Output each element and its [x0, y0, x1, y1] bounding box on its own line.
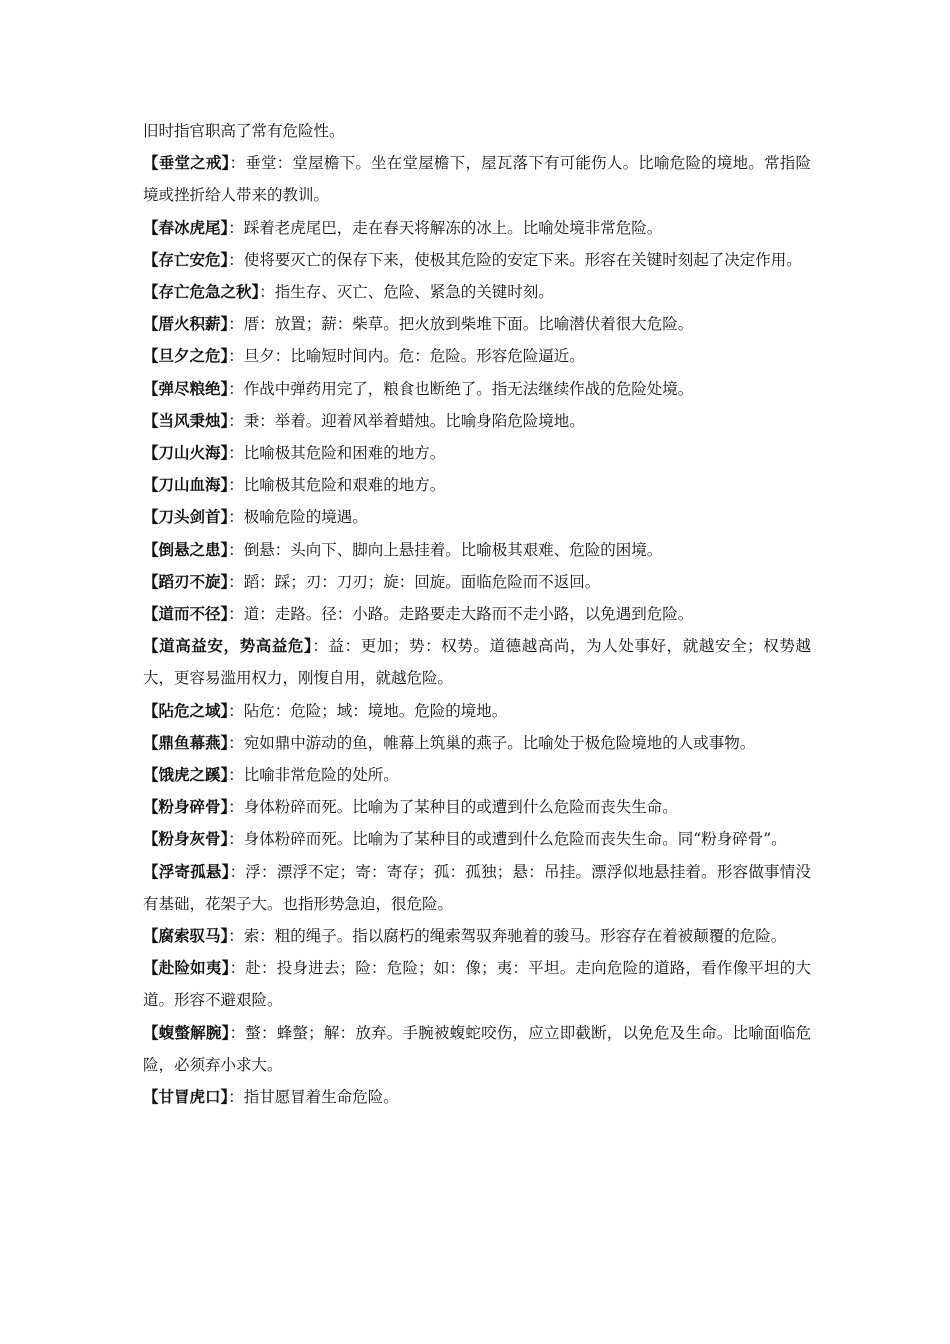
idiom-definition: ：赴：投身进去；险：危险；如：像；夷：平坦。走向危险的道路，看作像平坦的大道。形容不避艰险。 [143, 959, 811, 1010]
idiom-headword: 【饿虎之蹊】 [143, 765, 229, 785]
idiom-headword: 【阽危之域】 [143, 700, 229, 720]
idiom-definition: ：宛如鼎中游动的鱼，帷幕上筑巢的燕子。比喻处于极危险境地的人或事物。 [228, 733, 756, 752]
idiom-entry [143, 598, 811, 630]
idiom-entry [143, 437, 811, 469]
idiom-definition: ：倒悬：头向下、脚向上悬挂着。比喻极其艰难、危险的困境。 [228, 540, 663, 559]
document-body [143, 115, 811, 1113]
idiom-definition: ：指甘愿冒着生命危险。 [228, 1088, 399, 1107]
idiom-headword: 【刀头剑首】 [143, 507, 229, 527]
idiom-headword: 【蹈刃不旋】 [143, 571, 229, 591]
idiom-headword: 【厝火积薪】 [143, 314, 229, 334]
idiom-definition: ：旦夕：比喻短时间内。危：危险。形容危险逼近。 [228, 347, 585, 366]
idiom-entry [143, 534, 811, 566]
idiom-definition: ：厝：放置；薪：柴草。把火放到柴堆下面。比喻潜伏着很大危险。 [228, 315, 694, 334]
lead-text-content: 旧时指官职高了常有危险性。 [143, 122, 345, 140]
idiom-headword: 【存亡安危】 [143, 249, 229, 269]
idiom-definition: ：阽危：危险；域：境地。危险的境地。 [228, 701, 508, 720]
idiom-headword: 【蝮螫解腕】 [143, 1022, 230, 1042]
idiom-entry [143, 791, 811, 823]
lead-text [143, 115, 811, 147]
idiom-headword: 【甘冒虎口】 [143, 1087, 229, 1107]
idiom-headword: 【道高益安，势高益危】 [143, 636, 313, 656]
idiom-definition: ：索：粗的绳子。指以腐朽的绳索驾驭奔驰着的骏马。形容存在着被颠覆的危险。 [228, 927, 787, 946]
idiom-definition: ：使将要灭亡的保存下来，使极其危险的安定下来。形容在关键时刻起了决定作用。 [228, 250, 802, 269]
idiom-definition: ：秉：举着。迎着风举着蜡烛。比喻身陷危险境地。 [228, 411, 585, 430]
idiom-definition: ：比喻极其危险和困难的地方。 [228, 444, 446, 463]
idiom-definition: ：身体粉碎而死。比喻为了某种目的或遭到什么危险而丧失生命。同“粉身碎骨”。 [228, 830, 787, 849]
idiom-entry [143, 920, 811, 952]
idiom-entry [143, 340, 811, 372]
idiom-entry [143, 952, 811, 1016]
idiom-definition: ：身体粉碎而死。比喻为了某种目的或遭到什么危险而丧失生命。 [228, 798, 678, 817]
idiom-headword: 【刀山火海】 [143, 443, 229, 463]
idiom-definition: ：作战中弹药用完了，粮食也断绝了。指无法继续作战的危险处境。 [228, 379, 694, 398]
idiom-headword: 【春冰虎尾】 [143, 217, 229, 237]
idiom-entry [143, 856, 811, 920]
idiom-entry-list [143, 147, 811, 1113]
idiom-headword: 【道而不径】 [143, 604, 229, 624]
idiom-headword: 【弹尽粮绝】 [143, 378, 229, 398]
idiom-definition: ：踩着老虎尾巴，走在春天将解冻的冰上。比喻处境非常危险。 [228, 218, 663, 237]
idiom-entry [143, 630, 811, 694]
idiom-headword: 【粉身灰骨】 [143, 829, 229, 849]
idiom-headword: 【垂堂之戒】 [143, 153, 230, 173]
idiom-definition: ：比喻非常危险的处所。 [228, 766, 399, 785]
idiom-definition: ：极喻危险的境遇。 [228, 508, 368, 527]
idiom-entry [143, 823, 811, 855]
idiom-headword: 【粉身碎骨】 [143, 797, 229, 817]
idiom-headword: 【刀山血海】 [143, 475, 229, 495]
idiom-definition: ：道：走路。径：小路。走路要走大路而不走小路，以免遇到危险。 [228, 605, 694, 624]
idiom-definition: ：螫：蜂螫；解：放弃。手腕被蝮蛇咬伤，应立即截断，以免危及生命。比喻面临危险，必须弃小求大。 [143, 1023, 811, 1074]
idiom-definition: ：垂堂：堂屋檐下。坐在堂屋檐下，屋瓦落下有可能伤人。比喻危险的境地。常指险境或挫折给人带来的教训。 [143, 154, 811, 205]
idiom-entry [143, 373, 811, 405]
idiom-entry [143, 405, 811, 437]
idiom-entry [143, 1017, 811, 1081]
idiom-entry [143, 501, 811, 533]
idiom-entry [143, 212, 811, 244]
idiom-headword: 【当风秉烛】 [143, 410, 229, 430]
idiom-headword: 【倒悬之患】 [143, 539, 229, 559]
idiom-definition: ：浮：漂浮不定；寄：寄存；孤：孤独；悬：吊挂。漂浮似地悬挂着。形容做事情没有基础，花架子大。也指形势急迫，很危险。 [143, 862, 811, 913]
idiom-entry [143, 566, 811, 598]
idiom-entry [143, 147, 811, 211]
idiom-headword: 【浮寄孤悬】 [143, 861, 230, 881]
idiom-headword: 【旦夕之危】 [143, 346, 229, 366]
idiom-entry [143, 469, 811, 501]
idiom-entry [143, 759, 811, 791]
idiom-entry [143, 1081, 811, 1113]
idiom-definition: ：指生存、灭亡、危险、紧急的关键时刻。 [259, 283, 554, 302]
idiom-entry [143, 727, 811, 759]
idiom-definition: ：益：更加；势：权势。道德越高尚，为人处事好，就越安全；权势越大，更容易滥用权力，刚愎自用，就越危险。 [143, 637, 811, 688]
idiom-headword: 【鼎鱼幕燕】 [143, 732, 229, 752]
idiom-headword: 【存亡危急之秋】 [143, 282, 260, 302]
idiom-definition: ：比喻极其危险和艰难的地方。 [228, 476, 446, 495]
idiom-headword: 【腐索驭马】 [143, 926, 229, 946]
idiom-entry [143, 308, 811, 340]
idiom-definition: ：蹈：踩；刃：刀刃；旋：回旋。面临危险而不返回。 [228, 572, 601, 591]
idiom-headword: 【赴险如夷】 [143, 958, 230, 978]
idiom-entry [143, 244, 811, 276]
idiom-entry [143, 276, 811, 308]
idiom-entry [143, 695, 811, 727]
